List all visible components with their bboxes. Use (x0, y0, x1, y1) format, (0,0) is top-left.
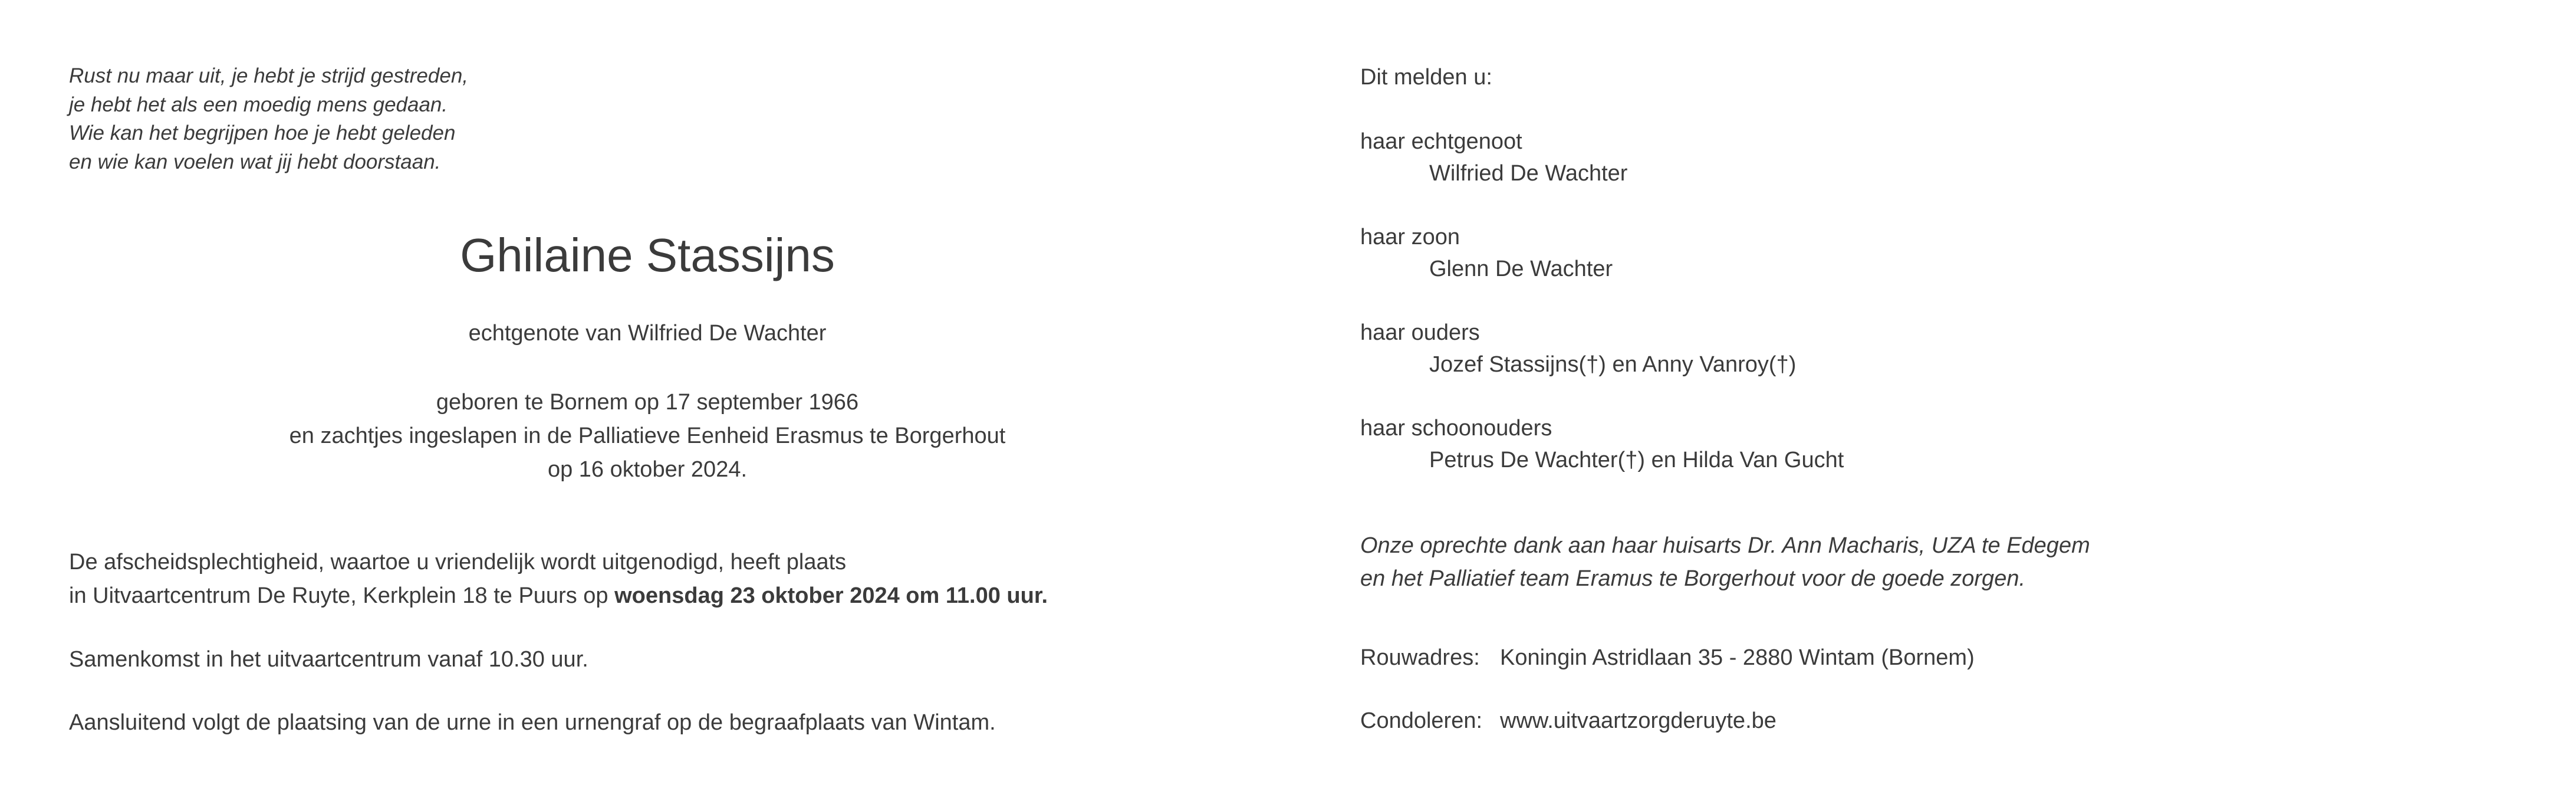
relative-label: haar zoon (1360, 225, 1460, 250)
thanks-line: en het Palliatief team Eramus te Borgerhout voor de goede zorgen. (1360, 566, 2026, 591)
relative-names: Jozef Stassijns(†) en Anny Vanroy(†) (1429, 352, 1797, 377)
ceremony-datetime: woensdag 23 oktober 2024 om 11.00 uur. (614, 583, 1048, 608)
relative-group (1360, 126, 1627, 189)
relative-label: haar echtgenoot (1360, 129, 1522, 154)
poem (69, 62, 468, 176)
passing-date-line: op 16 oktober 2024. (547, 457, 748, 482)
poem-line: en wie kan voelen wat jij hebt doorstaan. (69, 150, 441, 173)
relative-names: Wilfried De Wachter (1429, 161, 1628, 186)
relative-label: haar schoonouders (1360, 416, 1552, 441)
ceremony-location: in Uitvaartcentrum De Ruyte, Kerkplein 18 te Puurs op (69, 583, 615, 608)
condolence-label: Condoleren: (1360, 708, 1483, 733)
relative-label: haar ouders (1360, 320, 1480, 345)
poem-line: je hebt het als een moedig mens gedaan. (69, 93, 448, 116)
relative-names: Petrus De Wachter(†) en Hilda Van Gucht (1429, 448, 1844, 472)
relative-group (1360, 317, 1796, 380)
address-row (1360, 643, 1975, 672)
passing-line: en zachtjes ingeslapen in de Palliatieve Eenheid Erasmus te Borgerhout (289, 424, 1006, 448)
condolence-link[interactable]: www.uitvaartzorgderuyte.be (1500, 708, 1776, 733)
urn-note: Aansluitend volgt de plaatsing van de urne in een urnengraf op de begraafplaats van Wintam. (69, 710, 996, 735)
deceased-name: Ghilaine Stassijns (460, 229, 835, 281)
ceremony-line: De afscheidsplechtigheid, waartoe u vriendelijk wordt uitgenodigd, heeft plaats (69, 550, 847, 575)
birth-line: geboren te Bornem op 17 september 1966 (436, 390, 859, 415)
address-label: Rouwadres: (1360, 645, 1480, 670)
thanks-line: Onze oprechte dank aan haar huisarts Dr. Ann Macharis, UZA te Edegem (1360, 533, 2090, 558)
relative-group (1360, 221, 1613, 285)
poem-line: Wie kan het begrijpen hoe je hebt geleden (69, 122, 456, 145)
address-value: Koningin Astridlaan 35 - 2880 Wintam (Bornem) (1500, 645, 1975, 670)
poem-line: Rust nu maar uit, je hebt je strijd gestreden, (69, 64, 469, 87)
ceremony-announcement (69, 546, 1048, 613)
spouse-line: echtgenote van Wilfried De Wachter (468, 321, 827, 346)
life-details (83, 386, 1212, 487)
intro-line: Dit melden u: (1360, 65, 1492, 90)
thanks-note (1360, 529, 2090, 595)
condolence-row (1360, 706, 1776, 736)
relative-group (1360, 412, 1844, 476)
relative-names: Glenn De Wachter (1429, 257, 1613, 281)
ceremony-line (69, 579, 1048, 613)
gathering-note: Samenkomst in het uitvaartcentrum vanaf 10.30 uur. (69, 647, 588, 672)
